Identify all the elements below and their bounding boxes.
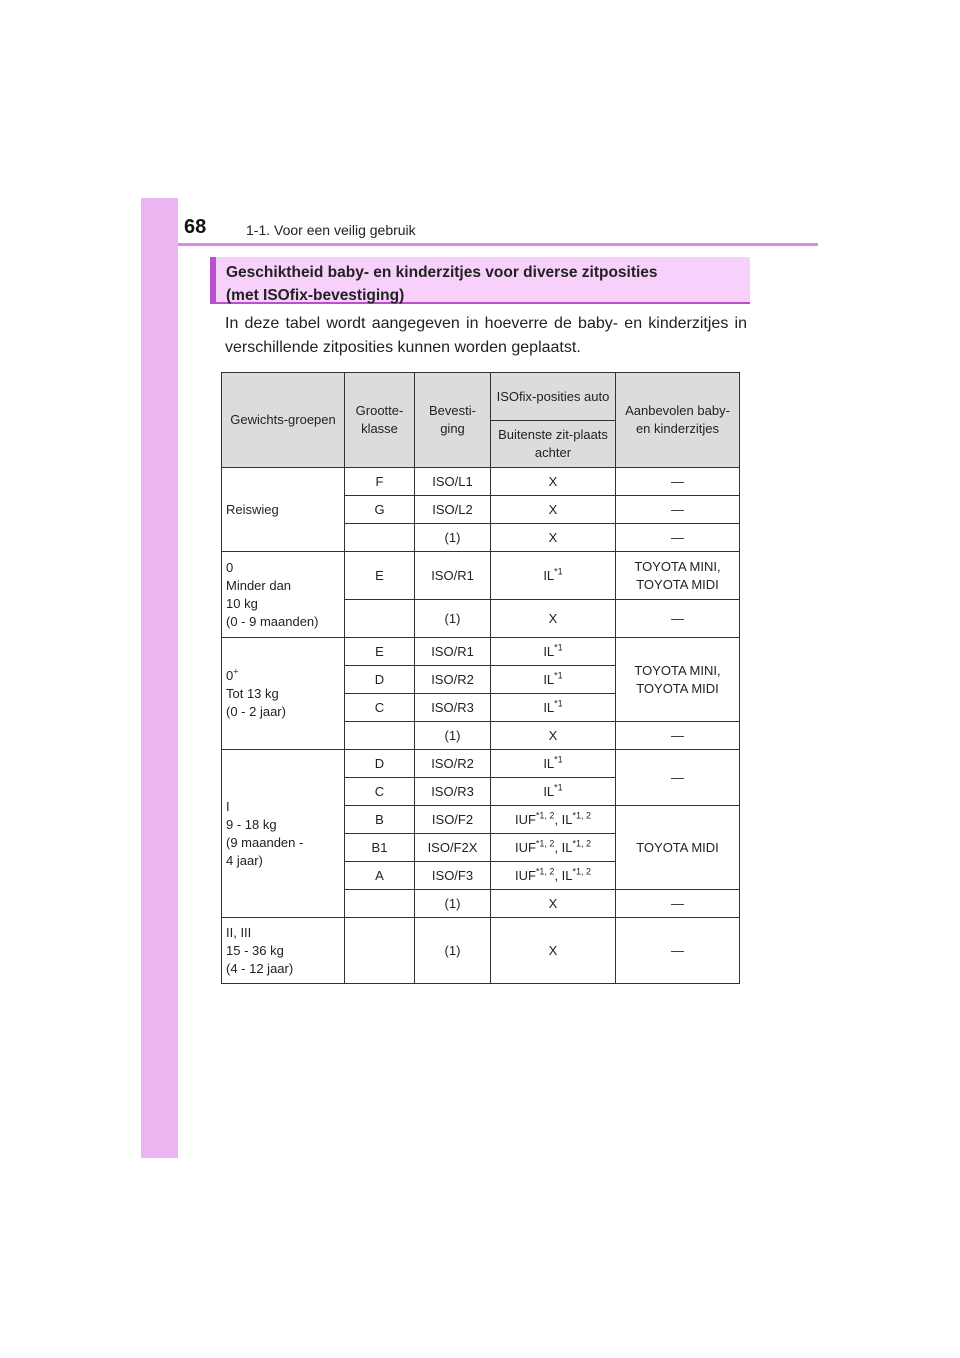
- position-cell: [491, 638, 616, 666]
- group-reiswieg: Reiswieg: [222, 468, 345, 552]
- position-cell: [491, 666, 616, 694]
- group-0-line: 0: [226, 559, 234, 575]
- header-recommended: Aanbevolen baby- en kinderzitjes: [616, 373, 740, 468]
- footnote-marker: *1: [554, 670, 563, 681]
- footnote-marker: *1: [554, 642, 563, 653]
- position-cell: [491, 862, 616, 890]
- position-cell: [491, 552, 616, 600]
- size-class-cell: B1: [345, 834, 415, 862]
- recommended-cell: TOYOTA MINI, TOYOTA MIDI: [616, 552, 740, 600]
- footnote-marker: *1, 2: [572, 866, 592, 877]
- fixture-cell: (1): [415, 918, 491, 984]
- size-class-cell: A: [345, 862, 415, 890]
- group-2-3-line: (4 - 12 jaar): [226, 960, 294, 976]
- size-class-cell: D: [345, 750, 415, 778]
- group-0-plus-line: [226, 667, 341, 685]
- group-0-line: Minder dan: [226, 577, 292, 593]
- group-0: [222, 552, 345, 638]
- position-text: IL: [543, 699, 555, 715]
- position-text: IUF: [514, 867, 536, 883]
- recommended-cell: —: [616, 890, 740, 918]
- position-text: IUF: [514, 811, 536, 827]
- size-class-cell: E: [345, 638, 415, 666]
- size-class-cell: [345, 722, 415, 750]
- position-cell: [491, 806, 616, 834]
- header-size-class: Grootte-klasse: [345, 373, 415, 468]
- size-class-cell: [345, 890, 415, 918]
- page-number: 68: [184, 216, 207, 238]
- position-cell: X: [491, 722, 616, 750]
- size-class-cell: [345, 600, 415, 638]
- fixture-cell: ISO/F2: [415, 806, 491, 834]
- size-class-cell: D: [345, 666, 415, 694]
- recommended-cell: —: [616, 750, 740, 806]
- footnote-marker: *1: [554, 754, 563, 765]
- section-title-line2: (met ISOfix-bevestiging): [226, 287, 405, 304]
- position-text: IL: [543, 671, 555, 687]
- group-0-line: (0 - 9 maanden): [226, 613, 319, 629]
- fixture-cell: ISO/R2: [415, 750, 491, 778]
- header-weight-groups: Gewichts-groepen: [222, 373, 345, 468]
- group-0-line: 10 kg: [226, 595, 258, 611]
- fixture-cell: (1): [415, 524, 491, 552]
- size-class-cell: B: [345, 806, 415, 834]
- group-0-plus-line: Tot 13 kg: [226, 685, 279, 701]
- position-text: IL: [543, 783, 555, 799]
- position-cell: [491, 750, 616, 778]
- fixture-cell: (1): [415, 890, 491, 918]
- recommended-cell: —: [616, 468, 740, 496]
- section-title: [210, 257, 750, 304]
- position-cell: X: [491, 496, 616, 524]
- size-class-cell: E: [345, 552, 415, 600]
- footnote-marker: *1, 2: [535, 866, 555, 877]
- intro-paragraph: In deze tabel wordt aangegeven in hoeverre de baby- en kinderzitjes in verschillende zitposities kunnen worden geplaatst.: [225, 315, 747, 356]
- size-class-cell: C: [345, 694, 415, 722]
- group-0-plus-base: 0: [226, 667, 234, 683]
- size-class-cell: [345, 918, 415, 984]
- fixture-cell: ISO/F3: [415, 862, 491, 890]
- position-cell: X: [491, 524, 616, 552]
- recommended-cell: —: [616, 918, 740, 984]
- footnote-marker: *1: [554, 566, 563, 577]
- fixture-cell: ISO/R3: [415, 694, 491, 722]
- group-1-line: (9 maanden -: [226, 834, 304, 850]
- group-1-line: 4 jaar): [226, 852, 263, 868]
- header-isofix-positions: ISOfix-posities auto: [491, 373, 616, 421]
- group-1-line: 9 - 18 kg: [226, 816, 277, 832]
- fixture-cell: (1): [415, 600, 491, 638]
- position-text: , IL: [554, 811, 573, 827]
- recommended-cell: —: [616, 600, 740, 638]
- recommended-cell: —: [616, 722, 740, 750]
- size-class-cell: C: [345, 778, 415, 806]
- position-cell: [491, 694, 616, 722]
- group-2-3: [222, 918, 345, 984]
- footnote-marker: *1, 2: [535, 810, 555, 821]
- position-cell: X: [491, 600, 616, 638]
- group-0-plus-line: (0 - 2 jaar): [226, 703, 286, 719]
- fixture-cell: ISO/R1: [415, 552, 491, 600]
- position-text: IL: [543, 643, 555, 659]
- position-cell: X: [491, 918, 616, 984]
- fixture-cell: ISO/L1: [415, 468, 491, 496]
- recommended-cell: —: [616, 524, 740, 552]
- recommended-cell: TOYOTA MINI, TOYOTA MIDI: [616, 638, 740, 722]
- fixture-cell: ISO/F2X: [415, 834, 491, 862]
- position-cell: [491, 834, 616, 862]
- footnote-marker: *1: [554, 782, 563, 793]
- position-cell: [491, 778, 616, 806]
- chapter-title: 1-1. Voor een veilig gebruik: [246, 222, 416, 238]
- group-0-plus-sup: +: [233, 666, 239, 677]
- footnote-marker: *1, 2: [535, 838, 555, 849]
- group-2-3-line: 15 - 36 kg: [226, 942, 284, 958]
- recommended-cell: TOYOTA MIDI: [616, 806, 740, 890]
- fixture-cell: ISO/R1: [415, 638, 491, 666]
- group-2-3-line: II, III: [226, 924, 252, 940]
- fixture-cell: (1): [415, 722, 491, 750]
- isofix-table: [221, 372, 740, 984]
- position-text: IL: [543, 755, 555, 771]
- group-1-line: I: [226, 798, 230, 814]
- size-class-cell: [345, 524, 415, 552]
- position-cell: X: [491, 890, 616, 918]
- footnote-marker: *1, 2: [572, 838, 592, 849]
- section-title-line1: Geschiktheid baby- en kinderzitjes voor diverse zitposities: [226, 264, 658, 281]
- side-strip: [141, 198, 178, 1158]
- header-fixture: Bevesti-ging: [415, 373, 491, 468]
- header-outer-rear: Buitenste zit-plaats achter: [491, 421, 616, 468]
- size-class-cell: G: [345, 496, 415, 524]
- header-rule: [178, 243, 818, 246]
- fixture-cell: ISO/R2: [415, 666, 491, 694]
- fixture-cell: ISO/R3: [415, 778, 491, 806]
- position-cell: X: [491, 468, 616, 496]
- fixture-cell: ISO/L2: [415, 496, 491, 524]
- position-text: IUF: [514, 839, 536, 855]
- footnote-marker: *1: [554, 698, 563, 709]
- footnote-marker: *1, 2: [572, 810, 592, 821]
- group-0-plus: [222, 638, 345, 750]
- position-text: IL: [543, 567, 555, 583]
- size-class-cell: F: [345, 468, 415, 496]
- position-text: , IL: [554, 867, 573, 883]
- recommended-cell: —: [616, 496, 740, 524]
- position-text: , IL: [554, 839, 573, 855]
- group-1: [222, 750, 345, 918]
